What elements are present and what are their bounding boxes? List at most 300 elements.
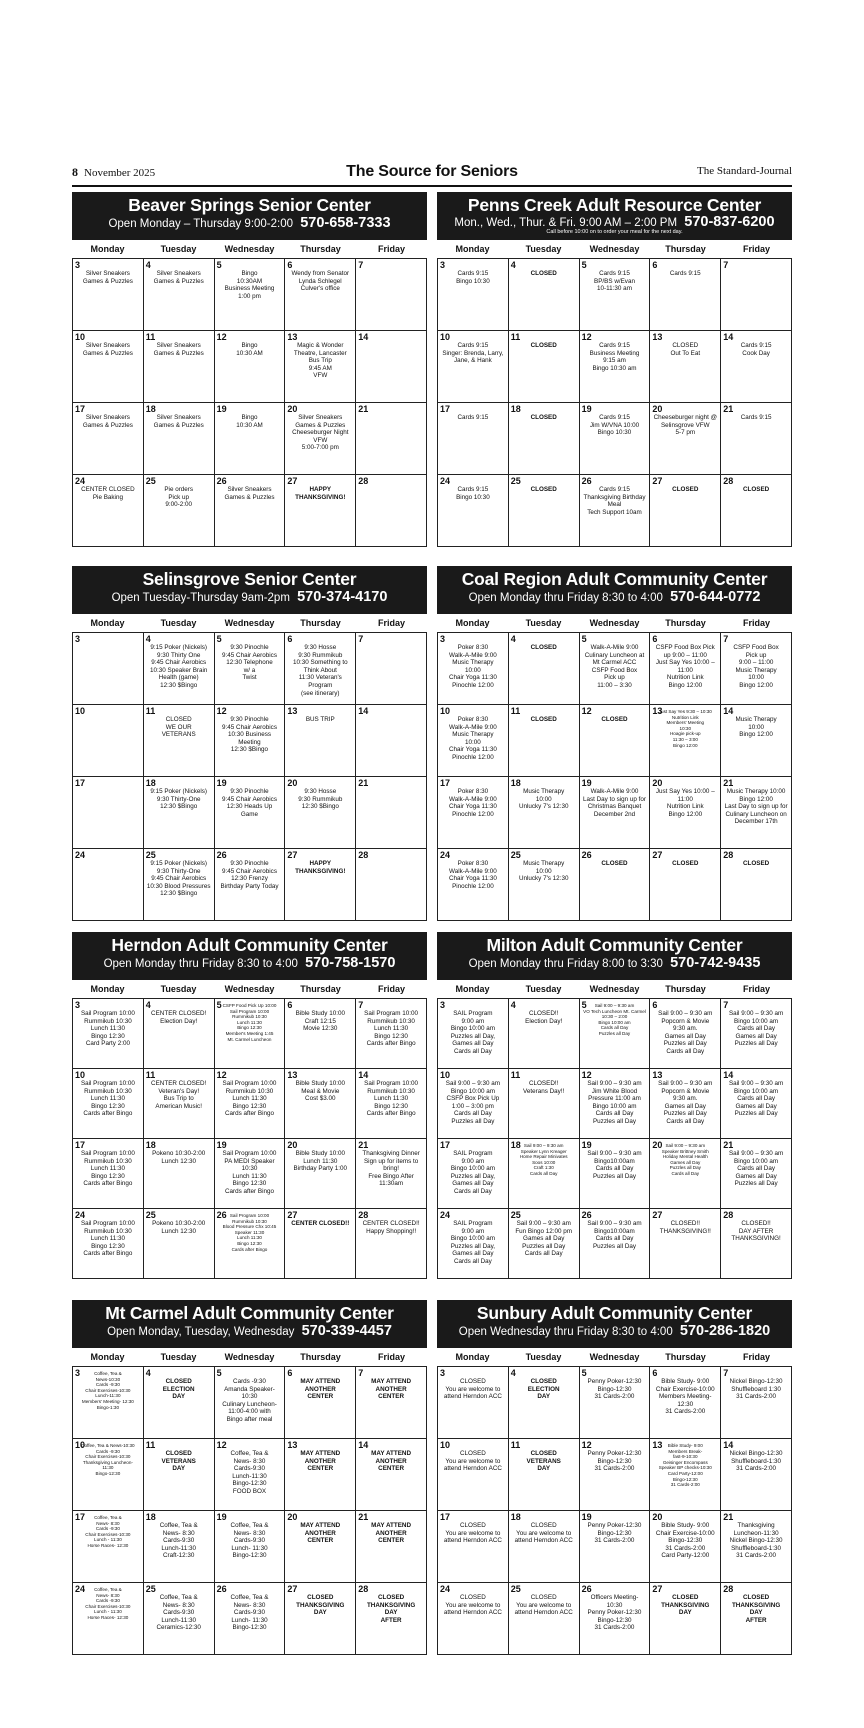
day-events: Bible Study 10:00 Craft 12:15 Movie 12:30: [295, 1010, 345, 1033]
day-events: Cards -9:30 Amanda Speaker- 10:30 Culinary Luncheon- 11:00-4:00 with Bingo after meal: [222, 1378, 277, 1423]
weekday-header: [437, 980, 792, 999]
day-number: 17: [75, 778, 86, 788]
day-events: SAIL Program 9:00 am Bingo 10:00 am Puzzles all Day, Games all Day Cards all Day: [450, 1010, 496, 1055]
day-cell: [509, 777, 580, 849]
day-cell: [144, 849, 215, 921]
day-number: 17: [75, 1512, 86, 1522]
day-number: 7: [723, 634, 729, 644]
day-number: 25: [510, 1210, 521, 1220]
day-events: Sail 9:00 – 9:30 am VO Tech Luncheon Mt. Carmel 10:30 – 2:00 Bingo 10:00 am Cards all Day Puzzles all Day: [583, 1003, 646, 1036]
day-number: 26: [216, 850, 227, 860]
day-cell: [438, 1139, 509, 1209]
day-number: 4: [510, 1000, 516, 1010]
day-events: Pokeno 10:30-2:00 Lunch 12:30: [152, 1220, 206, 1235]
day-number: 21: [358, 1512, 369, 1522]
day-cell: [73, 849, 144, 921]
day-cell: [215, 331, 286, 403]
day-cell: [356, 1583, 427, 1655]
day-events: Penny Poker-12:30 Bingo-12:30 31 Cards-2:00: [587, 1378, 642, 1401]
day-events: CLOSED VETERANS DAY: [161, 1450, 196, 1473]
day-number: 25: [510, 476, 521, 486]
weekday-header: [72, 1348, 427, 1367]
day-events: HAPPY THANKSGIVING!: [295, 486, 346, 501]
day-events: CLOSED: [530, 644, 557, 651]
day-cell: [721, 1511, 792, 1583]
day-cell: [509, 1209, 580, 1279]
day-events: Sail Program 10:00 Rummikub 10:30 Lunch 11:30 Bingo 12:30 Cards after Bingo: [80, 1080, 135, 1118]
day-events: CSFP Food Pick Up 10:00 Sail Program 10:00 Rummikub 10:30 Lunch 11:30 Bingo 12:30 Member's Meeting 1:45 Mt. Carmel Luncheon: [222, 1003, 277, 1042]
day-events: CENTER CLOSED! Election Day!: [151, 1010, 207, 1025]
day-number: 18: [145, 778, 156, 788]
day-number: 26: [216, 1210, 227, 1220]
day-number: 13: [652, 332, 663, 342]
day-number: 10: [440, 1440, 451, 1450]
day-events: CENTER CLOSED!! Happy Shopping!!: [362, 1220, 420, 1235]
day-number: 17: [440, 778, 451, 788]
day-events: 9:30 Pinochle 9:45 Chair Aerobics 12:30 Telephone w/ a Twist: [222, 644, 277, 682]
day-cell: [721, 1583, 792, 1655]
center-name: Selinsgrove Senior Center: [142, 569, 357, 589]
day-cell: [650, 1583, 721, 1655]
day-events: CLOSED!! Veterans Day!!: [523, 1080, 565, 1095]
day-cell: [356, 999, 427, 1069]
day-cell: [356, 849, 427, 921]
day-number: 12: [581, 706, 592, 716]
day-cell: [509, 1583, 580, 1655]
phone-number: 570-742-9435: [670, 955, 761, 971]
day-events: Cards 9:15 Jim W/VNA 10:00 Bingo 10:30: [589, 414, 640, 437]
weekday-label: Thursday: [665, 984, 706, 994]
day-cell: [285, 705, 356, 777]
day-number: 5: [216, 634, 222, 644]
day-events: CLOSED You are welcome to attend Herndon ACC: [443, 1450, 502, 1473]
day-number: 19: [581, 1140, 592, 1150]
day-number: 26: [216, 476, 227, 486]
day-number: 20: [652, 1512, 663, 1522]
day-number: 28: [358, 476, 369, 486]
calendar-header: [437, 932, 792, 980]
day-cell: [650, 1511, 721, 1583]
day-events: Just Say Yes 10:00 – 11:00 Nutrition Link Bingo 12:00: [655, 788, 715, 818]
day-cell: [285, 403, 356, 475]
day-events: Sail 9:00 – 9:30 am Popcorn & Movie 9:30 am. Games all Day Puzzles all Day Cards all Day: [658, 1010, 713, 1055]
day-number: 10: [75, 706, 86, 716]
day-number: 7: [358, 1000, 364, 1010]
day-events: CLOSED Out To Eat: [670, 342, 701, 357]
day-events: Walk-A-Mile 9:00 Last Day to sign up for Christmas Banquet December 2nd: [582, 788, 646, 818]
day-number: 20: [287, 778, 298, 788]
day-cell: [73, 1583, 144, 1655]
day-cell: [356, 259, 427, 331]
hours-text: Open Monday thru Friday 8:00 to 3:30: [468, 958, 663, 970]
center-name: Sunbury Adult Community Center: [476, 1303, 753, 1323]
day-cell: [144, 1069, 215, 1139]
day-number: 10: [440, 332, 451, 342]
weekday-label: Wednesday: [224, 1352, 275, 1362]
day-events: Silver Sneakers Games & Puzzles: [82, 342, 133, 357]
calendar-grid: [72, 259, 427, 547]
day-cell: [215, 1139, 286, 1209]
day-events: CLOSED: [672, 486, 699, 493]
center-name: Coal Region Adult Community Center: [461, 569, 768, 589]
day-events: Bible Study 10:00 Lunch 11:30 Birthday Party 1:00: [293, 1150, 348, 1173]
day-events: CENTER CLOSED! Veteran's Day! Bus Trip to American Music!: [151, 1080, 207, 1110]
day-events: CENTER CLOSED Pie Baking: [81, 486, 135, 501]
day-number: 6: [287, 1368, 293, 1378]
day-events: Bible Study- 9:00 Members Break- fast-9-10:30 Geisinger Encompass Speaker BP checks-10:30 Card Party-12:00 Bingo-12:30 31 Cards-2:00: [658, 1443, 712, 1488]
calendar-header: [72, 932, 427, 980]
day-cell: [438, 999, 509, 1069]
weekday-label: Tuesday: [160, 984, 197, 994]
day-number: 14: [358, 1070, 369, 1080]
day-number: 27: [652, 476, 663, 486]
phone-number: 570-837-6200: [684, 214, 775, 230]
day-events: Silver Sneakers Games & Puzzles: [82, 270, 133, 285]
calendar-grid: [437, 1367, 792, 1655]
day-number: 12: [216, 706, 227, 716]
weekday-label: Tuesday: [160, 244, 197, 254]
day-events: CLOSED: [742, 860, 770, 867]
weekday-label: Tuesday: [160, 1352, 197, 1362]
day-cell: [509, 999, 580, 1069]
day-cell: [438, 705, 509, 777]
day-number: 21: [358, 1140, 369, 1150]
day-number: 5: [581, 1368, 587, 1378]
day-events: Sail 9:00 – 9:30 am Bingo10:00am Cards all Day Puzzles all Day: [587, 1150, 642, 1180]
day-number: 19: [216, 404, 227, 414]
day-events: CLOSED THANKSGIVING DAY AFTER: [366, 1594, 416, 1624]
day-number: 18: [510, 1140, 521, 1150]
day-cell: [509, 849, 580, 921]
day-events: MAY ATTEND ANOTHER CENTER: [300, 1450, 341, 1473]
day-cell: [73, 331, 144, 403]
day-number: 27: [287, 850, 298, 860]
day-number: 17: [440, 404, 451, 414]
day-cell: [438, 633, 509, 705]
day-cell: [285, 1439, 356, 1511]
day-events: CLOSED: [530, 342, 557, 349]
day-number: 18: [145, 1140, 156, 1150]
day-events: Sail Program 10:00 Rummikub 10:30 Lunch 11:30 Bingo 12:30 Cards after Bingo: [364, 1080, 419, 1118]
day-number: 20: [652, 1140, 663, 1150]
day-cell: [144, 1583, 215, 1655]
coal-region-adult-community-center-calendar: [437, 566, 792, 921]
calendar-header: [72, 566, 427, 614]
day-number: 13: [287, 1440, 298, 1450]
day-number: 14: [723, 1070, 734, 1080]
day-events: CSFP Food Box Pick up 9:00 – 11:00 Just Say Yes 10:00 – 11:00 Nutrition Link Bingo 12:00: [655, 644, 715, 689]
issue-date: November 2025: [84, 167, 156, 179]
day-events: CLOSED!! DAY AFTER THANKSGIVING!: [731, 1220, 781, 1243]
day-cell: [650, 777, 721, 849]
day-cell: [215, 1367, 286, 1439]
calendar-header: [437, 1300, 792, 1348]
day-number: 27: [652, 850, 663, 860]
day-cell: [356, 1439, 427, 1511]
day-cell: [509, 1367, 580, 1439]
day-number: 4: [510, 634, 516, 644]
hours-text: Open Monday, Tuesday, Wednesday: [107, 1326, 295, 1338]
day-events: 9:15 Poker (Nickels) 9:30 Thirty One 9:45 Chair Aerobics 10:30 Speaker Brain Health (game) 12:30 $Bingo: [149, 644, 208, 689]
day-number: 11: [145, 706, 156, 716]
day-cell: [144, 331, 215, 403]
day-events: Nickel Bingo-12:30 Shuffleboard 1:30 31 Cards-2:00: [729, 1378, 783, 1401]
day-events: Sail 9:00 – 9:30 am Bingo 10:00 am Cards all Day Games all Day Puzzles all Day: [728, 1080, 784, 1118]
day-events: MAY ATTEND ANOTHER CENTER: [371, 1450, 412, 1473]
day-cell: [580, 259, 651, 331]
day-events: CLOSED THANKSGIVING DAY: [296, 1594, 345, 1617]
day-cell: [650, 1209, 721, 1279]
day-number: 21: [723, 1512, 734, 1522]
day-events: Silver Sneakers Games & Puzzles: [224, 486, 275, 501]
weekday-label: Friday: [377, 244, 405, 254]
day-cell: [509, 475, 580, 547]
day-number: 18: [145, 1512, 156, 1522]
day-events: MAY ATTEND ANOTHER CENTER: [371, 1378, 412, 1401]
day-cell: [356, 331, 427, 403]
day-number: 4: [510, 1368, 516, 1378]
day-number: 3: [440, 634, 446, 644]
day-cell: [144, 777, 215, 849]
day-events: CENTER CLOSED!!: [291, 1220, 350, 1227]
day-cell: [73, 1069, 144, 1139]
day-cell: [215, 259, 286, 331]
day-events: Cheeseburger night @ Selinsgrove VFW 5-7 pm: [653, 414, 718, 437]
hours-text: Open Monday thru Friday 8:30 to 4:00: [468, 592, 663, 604]
day-cell: [580, 999, 651, 1069]
day-cell: [580, 849, 651, 921]
day-cell: [285, 1511, 356, 1583]
hours-text: Open Tuesday-Thursday 9am-2pm: [111, 592, 290, 604]
day-cell: [509, 1069, 580, 1139]
day-number: 28: [723, 476, 734, 486]
day-cell: [509, 633, 580, 705]
day-number: 11: [145, 1440, 156, 1450]
day-number: 6: [652, 634, 658, 644]
day-events: Music Therapy 10:00 Unlucky 7's 12:30: [518, 788, 569, 811]
day-number: 11: [510, 706, 521, 716]
weekday-label: Friday: [377, 984, 405, 994]
day-cell: [144, 259, 215, 331]
day-number: 14: [723, 1440, 734, 1450]
day-number: 18: [510, 404, 521, 414]
day-cell: [721, 1367, 792, 1439]
day-events: Penny Poker-12:30 Bingo-12:30 31 Cards-2:00: [587, 1450, 642, 1473]
day-number: 27: [652, 1210, 663, 1220]
day-cell: [215, 1583, 286, 1655]
day-events: Poker 8:30 Walk-A-Mile 9:00 Music Therapy 10:00 Chair Yoga 11:30 Pinochle 12:00: [448, 644, 497, 689]
day-events: MAY ATTEND ANOTHER CENTER: [300, 1522, 341, 1545]
day-cell: [215, 849, 286, 921]
day-events: CLOSED: [601, 860, 628, 867]
day-cell: [580, 475, 651, 547]
day-cell: [438, 259, 509, 331]
day-events: SAIL Program 9:00 am Bingo 10:00 am Puzzles all Day, Games all Day Cards all Day: [450, 1220, 496, 1265]
calendar-grid: [437, 259, 792, 547]
day-cell: [650, 1367, 721, 1439]
day-cell: [580, 1367, 651, 1439]
phone-number: 570-658-7333: [300, 215, 391, 231]
day-cell: [438, 475, 509, 547]
day-events: Cards 9:15 Bingo 10:30: [456, 270, 490, 285]
day-cell: [650, 1439, 721, 1511]
weekday-label: Tuesday: [525, 618, 562, 628]
day-events: Bible Study- 9:00 Chair Exercise-10:00 Members Meeting-12:30 31 Cards-2:00: [655, 1378, 715, 1416]
day-number: 19: [581, 404, 592, 414]
calendar-grid: [437, 999, 792, 1279]
day-cell: [580, 1139, 651, 1209]
day-events: Cards 9:15: [457, 414, 489, 421]
day-number: 21: [358, 778, 369, 788]
day-number: 18: [510, 778, 521, 788]
day-events: CLOSED You are welcome to attend Herndon ACC: [443, 1522, 502, 1545]
weekday-label: Friday: [742, 1352, 770, 1362]
day-cell: [438, 1209, 509, 1279]
weekday-label: Thursday: [665, 1352, 706, 1362]
weekday-header: [72, 614, 427, 633]
day-events: [356, 633, 426, 644]
center-hours: [437, 955, 792, 973]
day-number: 17: [75, 1140, 86, 1150]
day-events: Bingo 10:30AM Business Meeting 1:00 pm: [224, 270, 275, 300]
selinsgrove-senior-center-calendar: [72, 566, 427, 921]
milton-adult-community-center-calendar: [437, 932, 792, 1279]
day-number: 28: [358, 1584, 369, 1594]
day-number: 3: [75, 1000, 81, 1010]
day-cell: [509, 1511, 580, 1583]
day-number: 7: [358, 634, 364, 644]
day-number: 18: [510, 1512, 521, 1522]
weekday-label: Monday: [455, 984, 490, 994]
day-events: Sail 9:00 – 9:30 am Bingo 10:00 am CSFP Box Pick Up 1:00 – 3:00 pm Cards all Day Puzzles all Day: [445, 1080, 501, 1125]
day-number: 26: [581, 850, 592, 860]
day-events: Magic & Wonder Theatre, Lancaster Bus Trip 9:45 AM VFW: [293, 342, 347, 380]
day-number: 3: [75, 634, 81, 644]
day-number: 11: [510, 332, 521, 342]
weekday-label: Monday: [90, 984, 125, 994]
day-number: 20: [287, 404, 298, 414]
day-cell: [650, 475, 721, 547]
day-number: 19: [581, 1512, 592, 1522]
day-events: Cards 9:15 Business Meeting 9:15 am Bingo 10:30 am: [589, 342, 640, 372]
day-number: 3: [75, 1368, 81, 1378]
day-number: 14: [358, 332, 369, 342]
day-cell: [73, 475, 144, 547]
day-events: Coffee, Tea & News- 8:30 Cards-9:30 Lunch-11:30 Ceramics-12:30: [156, 1594, 201, 1632]
day-events: Poker 8:30 Walk-A-Mile 9:00 Chair Yoga 11:30 Pinochle 12:00: [448, 788, 497, 818]
day-events: 9:30 Hosse 9:30 Rummikub 10:30 Something to Think About 11:30 Veteran's Program (see itinerary): [292, 644, 348, 697]
day-cell: [215, 1069, 286, 1139]
day-number: 25: [145, 1584, 156, 1594]
day-number: 24: [440, 1584, 451, 1594]
day-cell: [215, 1439, 286, 1511]
day-cell: [144, 475, 215, 547]
day-number: 7: [723, 260, 729, 270]
day-number: 21: [358, 404, 369, 414]
day-number: 20: [287, 1140, 298, 1150]
day-events: Coffee, Tea & News- 8:30 Cards -9:30 Chair Exercises-10:30 Lunch - 11:30 Horse Races- 12:30: [85, 1515, 131, 1548]
day-events: Music Therapy 10:00 Unlucky 7's 12:30: [518, 860, 569, 883]
day-events: 9:30 Pinochle 9:45 Chair Aerobics 10:30 Business Meeting 12:30 $Bingo: [222, 716, 277, 754]
day-events: Cards 9:15: [740, 414, 772, 421]
day-cell: [438, 1069, 509, 1139]
day-number: 25: [510, 850, 521, 860]
day-cell: [438, 1583, 509, 1655]
day-cell: [144, 1139, 215, 1209]
day-events: 9:30 Pinochle 9:45 Chair Aerobics 12:30 Heads Up Game: [222, 788, 277, 818]
day-number: 6: [652, 1368, 658, 1378]
day-events: CLOSED THANKSGIVING DAY AFTER: [731, 1594, 781, 1624]
day-cell: [144, 705, 215, 777]
day-events: Sail 9:00 – 9:30 am Popcorn & Movie 9:30 am. Games all Day Puzzles all Day Cards all Day: [658, 1080, 713, 1125]
day-events: CLOSED: [672, 860, 699, 867]
day-events: Sail Program 10:00 Rummikub 10:30 Lunch 11:30 Bingo 12:30 Cards after Bingo: [364, 1010, 419, 1048]
day-number: 27: [287, 1210, 298, 1220]
phone-number: 570-286-1820: [679, 1323, 771, 1339]
day-events: Music Therapy 10:00 Bingo 12:00: [735, 716, 777, 739]
day-events: Coffee, Tea & News- 8:30 Cards -9:30 Chair Exercises-10:30 Lunch - 11:30 Horse Races- 12:30: [85, 1587, 131, 1620]
center-hours: [72, 1323, 427, 1341]
day-cell: [215, 1209, 286, 1279]
day-events: Just Say Yes 9:30 – 10:30 Nutrition Link Members' Meeting 10:30 Hoagie pick-up 11:30 – 3:00 Bingo 12:00: [658, 709, 712, 748]
day-cell: [650, 705, 721, 777]
day-events: Silver Sneakers Games & Puzzles: [153, 342, 204, 357]
day-number: 25: [145, 850, 156, 860]
day-events: Sail Program 10:00 Rummikub 10:30 Blood Pressure Chx 10:45 Speaker 11:30 Lunch 11:30 Bingo 12:30 Cards after Bingo: [222, 1213, 277, 1252]
day-cell: [438, 1367, 509, 1439]
day-number: 6: [287, 1000, 293, 1010]
sunbury-adult-community-center-calendar: [437, 1300, 792, 1655]
day-number: 7: [358, 260, 364, 270]
day-cell: [721, 403, 792, 475]
day-number: 10: [75, 1070, 86, 1080]
day-number: 28: [358, 850, 369, 860]
day-number: 24: [75, 1210, 86, 1220]
day-cell: [509, 1139, 580, 1209]
day-cell: [285, 475, 356, 547]
day-events: CLOSED: [530, 716, 557, 723]
day-events: Sail 9:00 – 9:30 am Speaker Brittney Smith Holiday Mental Health Games all Day Puzzles all Day Cards all Day: [661, 1143, 709, 1176]
calendar-header: [437, 566, 792, 614]
day-number: 28: [358, 1210, 369, 1220]
day-number: 26: [216, 1584, 227, 1594]
day-events: Bingo 10:30 AM: [236, 342, 263, 357]
day-cell: [215, 1511, 286, 1583]
day-cell: [721, 1139, 792, 1209]
day-number: 4: [145, 1368, 151, 1378]
day-cell: [721, 705, 792, 777]
day-cell: [285, 849, 356, 921]
day-events: Sail 9:00 – 9:30 am Bingo10:00am Cards all Day Puzzles all Day: [587, 1220, 642, 1250]
calendar-header: [72, 1300, 427, 1348]
day-number: 4: [145, 1000, 151, 1010]
day-events: Silver Sneakers Games & Puzzles: [153, 270, 204, 285]
page-header: [72, 163, 792, 183]
day-events: CLOSED ELECTION DAY: [162, 1378, 195, 1401]
weekday-label: Friday: [742, 984, 770, 994]
weekday-label: Wednesday: [224, 984, 275, 994]
day-cell: [285, 1209, 356, 1279]
day-cell: [356, 1209, 427, 1279]
day-events: Pie orders Pick up 9:00-2:00: [164, 486, 194, 509]
day-events: Wendy from Senator Lynda Schlegel Culver's office: [291, 270, 350, 293]
day-cell: [650, 1139, 721, 1209]
day-number: 4: [510, 260, 516, 270]
day-events: Thanksgiving Dinner Sign up for items to bring! Free Bingo After 11:30am: [362, 1150, 420, 1188]
day-cell: [356, 777, 427, 849]
phone-number: 570-339-4457: [301, 1323, 392, 1339]
weekday-label: Monday: [455, 1352, 490, 1362]
